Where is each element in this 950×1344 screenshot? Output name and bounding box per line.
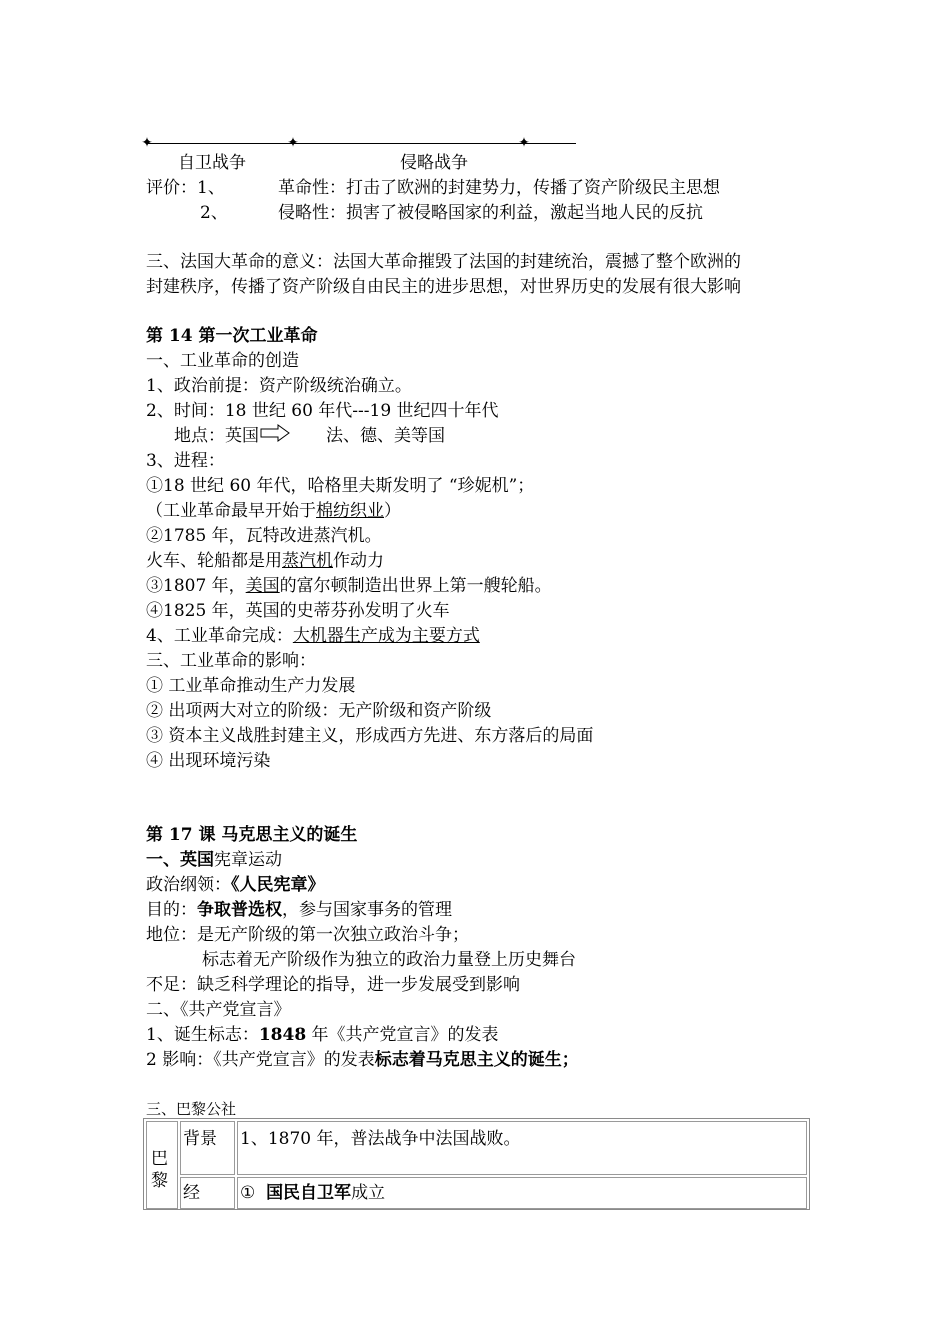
text: 4、工业革命完成： [146,626,293,646]
underlined-text: 棉纺织业 [316,501,384,521]
text: ） [384,501,401,521]
text: 火车、轮船都是用 [146,551,282,571]
underlined-text: 美国 [245,576,280,596]
lesson-14-line: 1、政治前提：资产阶级统治确立。 [146,376,412,396]
lesson-14-title: 第 14 第一次工业革命 [146,326,318,346]
bold-text: 标志着马克思主义的诞生； [374,1050,579,1070]
bold-text: 国民自卫军 [266,1183,352,1203]
bold-text: 《人民宪章》 [231,875,325,895]
lesson-14-line: ④1825 年，英国的史蒂芬孙发明了火车 [146,601,450,621]
lesson-17-section-1 [146,849,282,871]
timeline-right-label: 侵略战争 [400,153,468,173]
text: ① [240,1183,256,1203]
evaluation-line-1-prefix: 评价：1、 [146,178,225,198]
lesson-14-line: ②1785 年，瓦特改进蒸汽机。 [146,526,382,546]
table-side-char: 巴 [151,1149,168,1169]
lesson-14-line [146,575,552,597]
timeline-star-icon: ✦ [518,135,530,151]
lesson-14-location-suffix: 法、德、美等国 [326,426,445,446]
lesson-17-goal [146,899,452,921]
evaluation-line-2-prefix: 2、 [200,203,228,223]
lesson-14-section-1: 一、工业革命的创造 [146,351,299,371]
text: ③1807 年， [146,576,246,596]
lesson-17-program [146,874,325,896]
evaluation-line-2-text: 侵略性：损害了被侵略国家的利益，激起当地人民的反抗 [278,203,703,223]
text: 政治纲领： [146,875,231,895]
underlined-text: 大机器生产成为主要方式 [292,626,480,646]
timeline-star-icon: ✦ [287,135,299,151]
text: （工业革命最早开始于 [146,501,316,521]
lesson-14-line [146,550,384,572]
underlined-text: 蒸汽机 [282,551,333,571]
lesson-14-effect: ③ 资本主义战胜封建主义，形成西方先进、东方落后的局面 [146,726,594,746]
text: 宪章运动 [214,850,282,870]
text: 成立 [351,1183,386,1203]
lesson-14-line: ①18 世纪 60 年代，哈格里夫斯发明了 “珍妮机”； [146,476,535,496]
lesson-14-line: 3、进程： [146,451,225,471]
significance-line-2: 封建秩序，传播了资产阶级自由民主的进步思想，对世界历史的发展有很大影响 [146,277,741,297]
lesson-14-line [146,625,480,647]
table-side-cell [146,1121,178,1209]
text: 年《共产党宣言》的发表 [306,1025,499,1045]
lesson-17-manifesto-1 [146,1024,499,1046]
bold-text: 1848 [258,1025,307,1045]
lesson-17-status-1: 地位：是无产阶级的第一次独立政治斗争； [146,925,469,945]
table-side-char: 黎 [151,1171,168,1191]
table-row-2-label: 经 [180,1177,235,1209]
table-row-1-text: 1、1870 年，普法战争中法国战败。 [237,1121,807,1175]
lesson-17-section-3: 三、巴黎公社 [146,1100,237,1118]
paris-commune-table [143,1118,810,1210]
lesson-17-lack: 不足：缺乏科学理论的指导，进一步发展受到影响 [146,975,520,995]
text: 目的： [146,900,197,920]
text: 作动力 [333,551,384,571]
significance-line-1: 三、法国大革命的意义：法国大革命摧毁了法国的封建统治，震撼了整个欧洲的 [146,252,741,272]
bold-text: 一、英国 [146,850,214,870]
evaluation-line-1-text: 革命性：打击了欧洲的封建势力，传播了资产阶级民主思想 [278,178,720,198]
text: 的富尔顿制造出世界上第一艘轮船。 [279,576,552,596]
lesson-17-section-2: 二、《共产党宣言》 [146,1000,291,1020]
lesson-17-title: 第 17 课 马克思主义的诞生 [146,825,358,845]
lesson-14-section-3: 三、工业革命的影响： [146,651,316,671]
text: ，参与国家事务的管理 [282,900,452,920]
timeline-star-icon: ✦ [141,135,153,151]
lesson-14-effect: ② 出项两大对立的阶级：无产阶级和资产阶级 [146,701,492,721]
lesson-14-effect: ④ 出现环境污染 [146,751,271,771]
text: 1、诞生标志： [146,1025,259,1045]
timeline-line [146,143,576,144]
timeline-left-label: 自卫战争 [178,153,246,173]
bold-text: 争取普选权 [197,900,282,920]
table-row-2-text [237,1177,807,1209]
lesson-14-line: 2、时间：18 世纪 60 年代---19 世纪四十年代 [146,401,499,421]
lesson-14-location-prefix: 地点：英国 [174,426,259,446]
lesson-17-status-2: 标志着无产阶级作为独立的政治力量登上历史舞台 [202,950,576,970]
lesson-14-line [146,500,401,522]
right-arrow-icon [260,424,290,442]
table-row-1-label: 背景 [180,1121,235,1175]
lesson-17-manifesto-2 [146,1049,579,1071]
text: 2 影响：《共产党宣言》的发表 [146,1050,375,1070]
lesson-14-effect: ① 工业革命推动生产力发展 [146,676,356,696]
